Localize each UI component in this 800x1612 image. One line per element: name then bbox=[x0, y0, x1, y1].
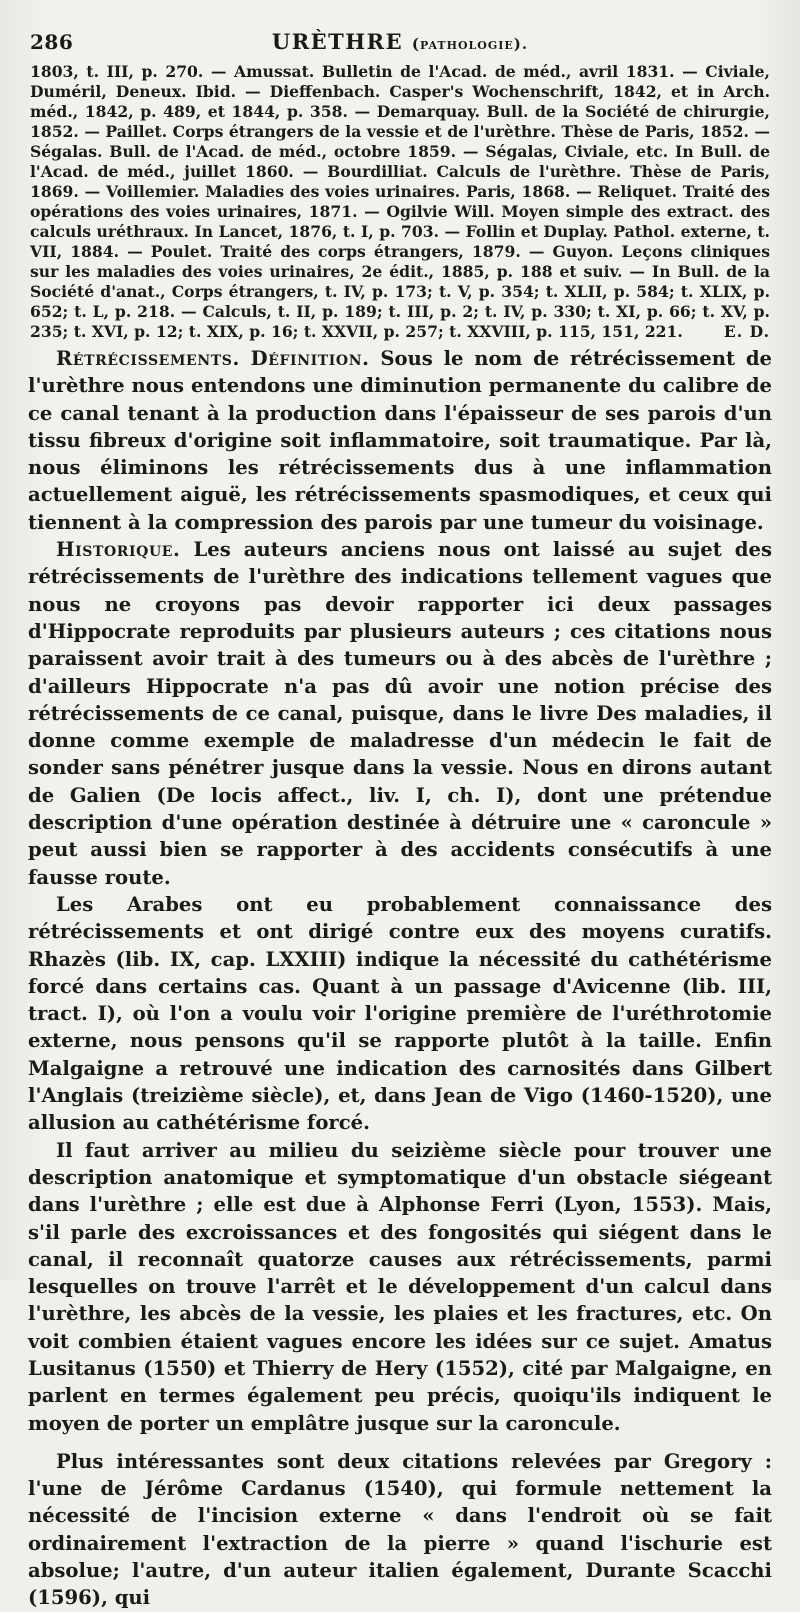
subheading-historique: Historique. bbox=[56, 538, 181, 562]
running-head-title: URÈTHRE bbox=[271, 29, 404, 54]
running-head bbox=[30, 28, 770, 58]
historique-paragraph bbox=[28, 536, 772, 891]
historique-text: Les auteurs anciens nous ont laissé au sujet des rétrécissements de l'urèthre des indications tellement vagues que nous ne croyons pas devoir rapporter ici deux passages d'Hippocrate reproduits par plusieurs auteurs ; ces citations nous paraissent avoir trait à des tumeurs ou à des abcès de l'urèthre ; d'ailleurs Hippocrate n'a pas dû avoir une notion précise des rétrécissements de ce canal, puisque, dans le livre Des maladies, il donne comme exemple de maladresse d'un médecin le fait de sonder sans pénétrer jusque dans la vessie. Nous en dirons autant de Galien (De locis affect., liv. I, ch. I), dont une prétendue description d'une opération destinée à détruire une « caroncule » peut aussi bien se rapporter à des accidents consécutifs à une fausse route. bbox=[28, 538, 772, 889]
seizieme-paragraph: Il faut arriver au milieu du seizième siècle pour trouver une description anatomique et symptomatique d'un obstacle siégeant dans l'urèthre ; elle est due à Alphonse Ferri (Lyon, 1553). Mais, s'il parle des excroissances et des fongosités qui siégent dans le canal, il reconnaît quatorze causes aux rétrécissements, parmi lesquelles on trouve l'arrêt et le développement d'un calcul dans l'urèthre, les abcès de la vessie, les plaies et les fractures, etc. On voit combien étaient vagues encore les idées sur ce sujet. Amatus Lusitanus (1550) et Thierry de Hery (1552), cité par Malgaigne, en parlent en termes également peu précis, quoiqu'ils indiquent le moyen de porter un emplâtre jusque sur la caroncule. bbox=[28, 1138, 772, 1435]
section-heading-retrecissements: Rétrécissements. bbox=[56, 347, 240, 370]
definition-text: Sous le nom de rétrécissement de l'urèthre nous entendons une diminution permanente du calibre de ce canal tenant à la production dans l'épaisseur de ses parois d'un tissu fibreux d'origine soit inflammatoire, soit traumatique. Par là, nous éliminons les rétrécissements dus à une inflammation actuellement aiguë, les rétrécissements spasmodiques, et ceux qui tiennent à la compression des parois par une tumeur du voisinage. bbox=[28, 347, 773, 534]
article-body bbox=[28, 345, 772, 1612]
arabes-paragraph: Les Arabes ont eu probablement connaissance des rétrécissements et ont dirigé contre eux des moyens curatifs. Rhazès (lib. IX, cap. LXXIII) indique la nécessité du cathétérisme forcé dans certains cas. Quant à un passage d'Avicenne (lib. III, tract. I), où l'on a voulu voir l'origine première de l'uréthrotomie externe, nous pensons qu'il se rapporte plutôt à la taille. Enfin Malgaigne a retrouvé une indication des carnosités dans Gilbert l'Anglais (treizième siècle), et, dans Jean de Vigo (1460-1520), une allusion au cathétérisme forcé. bbox=[28, 892, 772, 1135]
bibliography-block bbox=[30, 62, 770, 342]
page-header bbox=[30, 28, 770, 56]
author-initials: E. D. bbox=[723, 322, 770, 341]
gregory-paragraph: Plus intéressantes sont deux citations relevées par Gregory : l'une de Jérôme Cardanus (1540), qui formule nettement la nécessité de l'incision externe « dans l'endroit où se fait ordinairement l'extraction de la pierre » quand l'ischurie est absolue; l'autre, d'un auteur italien également, Durante Scacchi (1596), qui bbox=[28, 1449, 772, 1610]
subheading-definition: Définition. bbox=[250, 347, 370, 370]
page-number: 286 bbox=[30, 30, 74, 54]
definition-paragraph bbox=[28, 345, 772, 536]
bibliography-text: 1803, t. III, p. 270. — Amussat. Bulletin de l'Acad. de méd., avril 1831. — Civiale, Duméril, Deneux. Ibid. — Dieffenbach. Casper's Wochenschrift, 1842, et in Arch. méd., 1842, p. 489, et 1844, p. 358. — Demarquay. Bull. de la Société de chirurgie, 1852. — Paillet. Corps étrangers de la vessie et de l'urèthre. Thèse de Paris, 1852. — Ségalas. Bull. de l'Acad. de méd., octobre 1859. — Ségalas, Civiale, etc. In Bull. de l'Acad. de méd., juillet 1860. — Bourdilliat. Calculs de l'urèthre. Thèse de Paris, 1869. — Voillemier. Maladies des voies urinaires. Paris, 1868. — Reliquet. Traité des opérations des voies urinaires, 1871. — Ogilvie Will. Moyen simple des extract. des calculs uréthraux. In Lancet, 1876, t. I, p. 703. — Follin et Duplay. Pathol. externe, t. VII, 1884. — Poulet. Traité des corps étrangers, 1879. — Guyon. Leçons cliniques sur les maladies des voies urinaires, 2e édit., 1885, p. 188 et suiv. — In Bull. de la Société d'anat., Corps étrangers, t. IV, p. 173; t. V, p. 354; t. XLII, p. 584; t. XLIX, p. 652; t. L, p. 218. — Calculs, t. II, p. 189; t. III, p. 2; t. IV, p. 330; t. XI, p. 66; t. XV, p. 235; t. XVI, p. 12; t. XIX, p. 16; t. XXVII, p. 257; t. XXVIII, p. 115, 151, 221. bbox=[30, 62, 770, 341]
running-head-subtitle: (pathologie). bbox=[411, 35, 529, 53]
